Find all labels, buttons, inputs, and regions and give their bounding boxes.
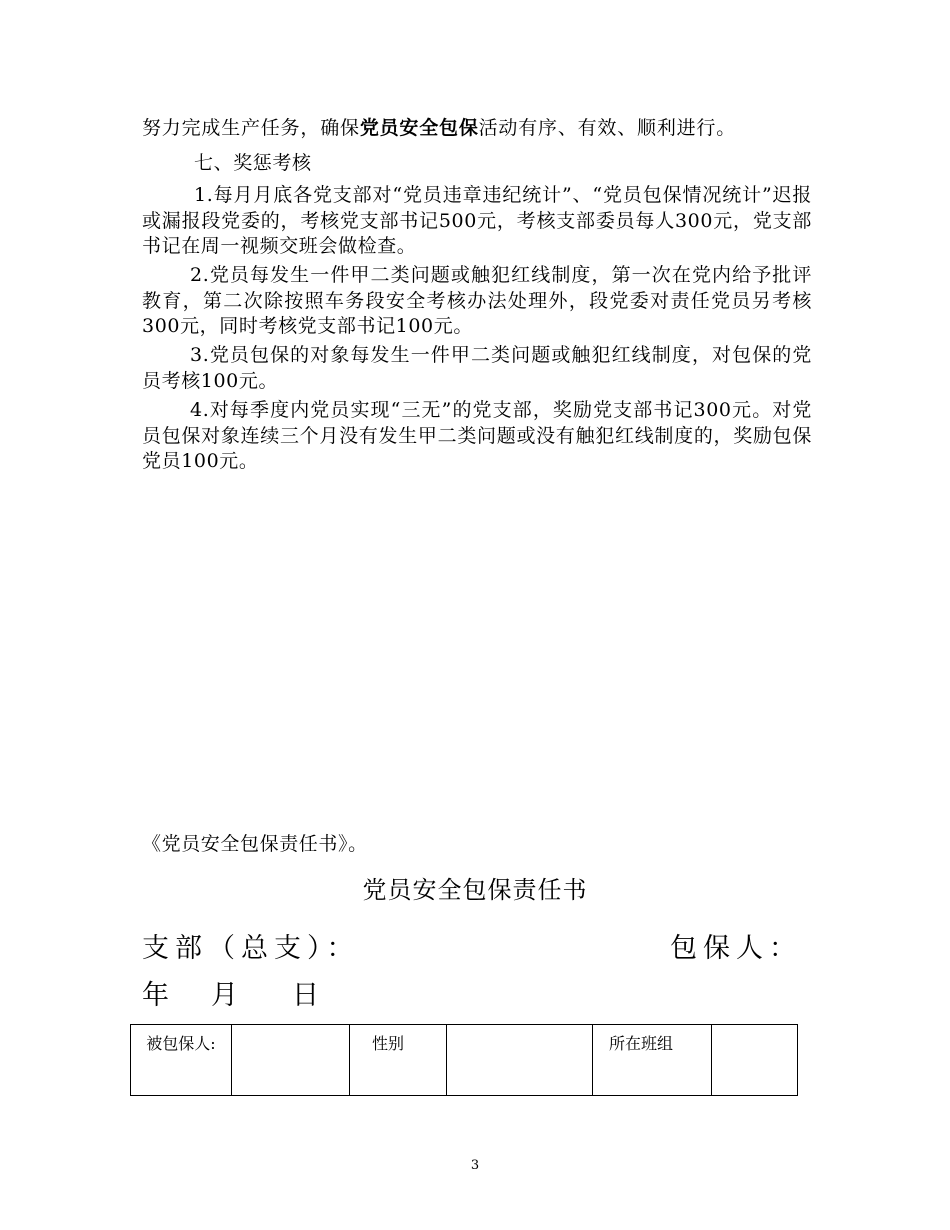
item-4-paragraph: 4.对每季度内党员实现“三无”的党支部，奖励党支部书记300元。对党员包保对象连续三个月没有发生甲二类问题或没有触犯红线制度的，奖励包保党员100元。 xyxy=(142,399,812,472)
page-number: 3 xyxy=(470,1158,480,1173)
branch-label: 支部（总支）： xyxy=(142,933,360,964)
reference-line: 《党员安全包保责任书》。 xyxy=(142,833,368,855)
branch-row xyxy=(142,926,802,965)
intro-line xyxy=(142,116,812,142)
date-row xyxy=(142,973,802,1012)
guaranteed-person-cell[interactable] xyxy=(232,1025,350,1096)
date-month: 月 xyxy=(211,980,244,1011)
intro-line-strong: 党员安全包保 xyxy=(359,117,479,139)
intro-line-after: 活动有序、有效、顺利进行。 xyxy=(478,117,737,139)
team-label: 所在班组 xyxy=(593,1025,712,1096)
section-heading-7: 七、奖惩考核 xyxy=(194,152,312,174)
form-title: 党员安全包保责任书 xyxy=(362,876,588,904)
date-day: 日 xyxy=(292,980,325,1011)
table-row xyxy=(131,1025,798,1096)
gender-cell[interactable] xyxy=(447,1025,593,1096)
intro-line-before: 努力完成生产任务，确保 xyxy=(142,117,360,139)
date-year: 年 xyxy=(142,980,175,1011)
team-cell[interactable] xyxy=(712,1025,798,1096)
gender-label: 性别 xyxy=(350,1025,447,1096)
item-3-paragraph: 3.党员包保的对象每发生一件甲二类问题或触犯红线制度，对包保的党员考核100元。 xyxy=(142,344,812,392)
item-2-paragraph: 2.党员每发生一件甲二类问题或触犯红线制度，第一次在党内给予批评教育，第二次除按照车务段安全考核办法处理外，段党委对责任党员另考核300元，同时考核党支部书记100元。 xyxy=(142,264,812,337)
guarantee-form-table xyxy=(130,1024,798,1096)
guarantor-label: 包保人： xyxy=(670,933,802,964)
guaranteed-person-label: 被包保人: xyxy=(131,1025,232,1096)
item-1-paragraph: 1.每月月底各党支部对“党员违章违纪统计”、“党员包保情况统计”迟报或漏报段党委的，考核党支部书记500元，考核支部委员每人300元，党支部书记在周一视频交班会做检查。 xyxy=(142,184,812,257)
